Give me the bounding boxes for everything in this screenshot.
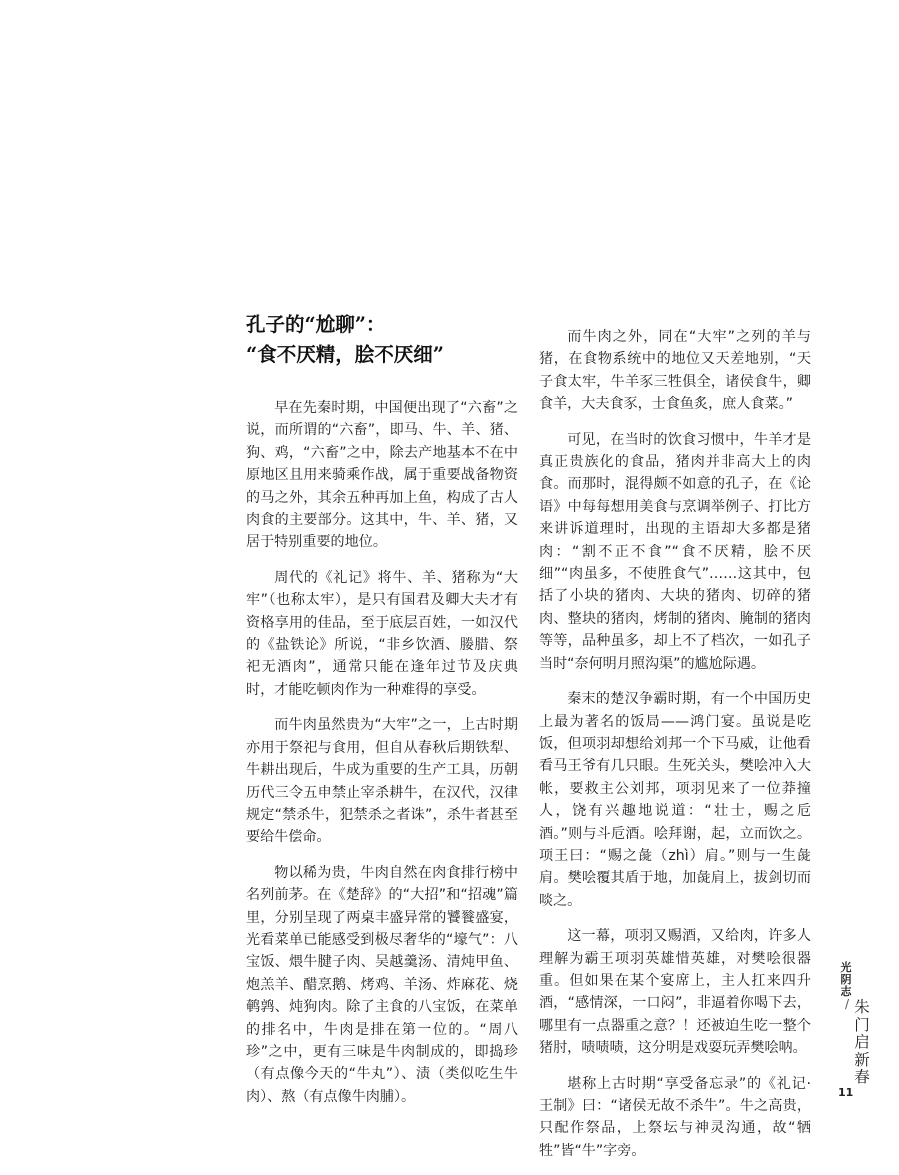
paragraph: 堪称上古时期“享受备忘录”的《礼记·王制》曰：“诸侯无故不杀牛”。牛之高贵，只配作祭品，上祭坛与神灵沟通，故“牺牲”皆“牛”字旁。	[539, 1075, 811, 1159]
sidebar-section-title: 朱门启新春	[854, 998, 870, 1086]
page-number: 11	[838, 1086, 854, 1099]
article-title-line-2: “食不厌精，脍不厌细”	[246, 343, 444, 366]
left-column	[246, 397, 518, 1121]
paragraph: 物以稀为贵，牛肉自然在肉食排行榜中名列前茅。在《楚辞》的“大招”和“招魂”篇里，分别呈现了两桌丰盛异常的饕餮盛宴，光看菜单已能感受到极尽奢华的“壕气”：八宝饭、煨牛腱子肉、吴越羹汤、清炖甲鱼、炮羔羊、醋烹鹅、烤鸡、羊汤、炸麻花、烧鹌鹑、炖狗肉。除了主食的八宝饭，在菜单的排名中，牛肉是排在第一位的。“周八珍”之中，更有三味是牛肉制成的，即捣珍（有点像今天的“牛丸”）、渍（类似吃生牛肉）、熬（有点像牛肉脯）。	[246, 864, 518, 1105]
sidebar-separator: /	[844, 997, 850, 1011]
article-title	[246, 310, 516, 370]
paragraph: 而牛肉虽然贵为“大牢”之一，上古时期亦用于祭祀与食用，但自从春秋后期铁犁、牛耕出现后，牛成为重要的生产工具，历朝历代三令五申禁止宰杀耕牛，在汉代，汉律规定“禁杀牛，犯禁杀之者诛”，杀牛者甚至要给牛偿命。	[246, 717, 518, 846]
paragraph: 而牛肉之外，同在“大牢”之列的羊与猪，在食物系统中的地位又天差地别，“天子食太牢，牛羊豕三牲俱全，诸侯食牛，卿食羊，大夫食豕，士食鱼炙，庶人食菜。”	[539, 329, 811, 413]
right-column	[539, 326, 811, 1175]
paragraph: 秦末的楚汉争霸时期，有一个中国历史上最为著名的饭局——鸿门宴。虽说是吃饭，但项羽却想给刘邦一个下马威，让他看看马王爷有几只眼。生死关头，樊哙冲入大帐，要救主公刘邦，项羽见来了一位莽撞人，饶有兴趣地说道：“壮士，赐之卮酒。”则与斗卮酒。哙拜谢，起，立而饮之。项王曰：“赐之彘（zhì）肩。”则与一生彘肩。樊哙覆其盾于地，加彘肩上，拔剑切而啖之。	[539, 691, 811, 909]
paragraph: 周代的《礼记》将牛、羊、猪称为“大牢”（也称太牢），是只有国君及卿大夫才有资格享用的佳品，至于底层百姓，一如汉代的《盐铁论》所说，“非乡饮酒、媵腊、祭祀无酒肉”，通常只能在逢年过节及庆典时，才能吃顿肉作为一种难得的享受。	[246, 569, 518, 698]
paragraph: 这一幕，项羽又赐酒，又给肉，许多人理解为霸王项羽英雄惜英雄，对樊哙很器重。但如果在某个宴席上，主人扛来四升酒，“感情深，一口闷”，非逼着你喝下去，哪里有一点器重之意？！还被迫生吃一整个猪肘，啧啧啧，这分明是戏耍玩弄樊哙呐。	[539, 928, 811, 1057]
paragraph: 可见，在当时的饮食习惯中，牛羊才是真正贵族化的食品，猪肉并非高大上的肉食。而那时，混得颇不如意的孔子，在《论语》中每每想用美食与烹调举例子、打比方来讲诉道理时，出现的主语却大多都是猪肉：“割不正不食”“食不厌精，脍不厌细”“肉虽多，不使胜食气”……这其中，包括了小块的猪肉、大块的猪肉、切碎的猪肉、整块的猪肉，烤制的猪肉、腌制的猪肉等等，品种虽多，却上不了档次，一如孔子当时“奈何明月照沟渠”的尴尬际遇。	[539, 431, 811, 672]
article-title-line-1: 孔子的“尬聊”：	[246, 313, 386, 336]
sidebar-column-name: 光阴志	[840, 961, 852, 998]
paragraph: 早在先秦时期，中国便出现了“六畜”之说，而所谓的“六畜”，即马、牛、羊、猪、狗、鸡，“六畜”之中，除去产地基本不在中原地区且用来骑乘作战，属于重要战备物资的马之外，其余五种再加上鱼，构成了古人肉食的主要部分。这其中，牛、羊、猪，又居于特别重要的地位。	[246, 400, 518, 551]
